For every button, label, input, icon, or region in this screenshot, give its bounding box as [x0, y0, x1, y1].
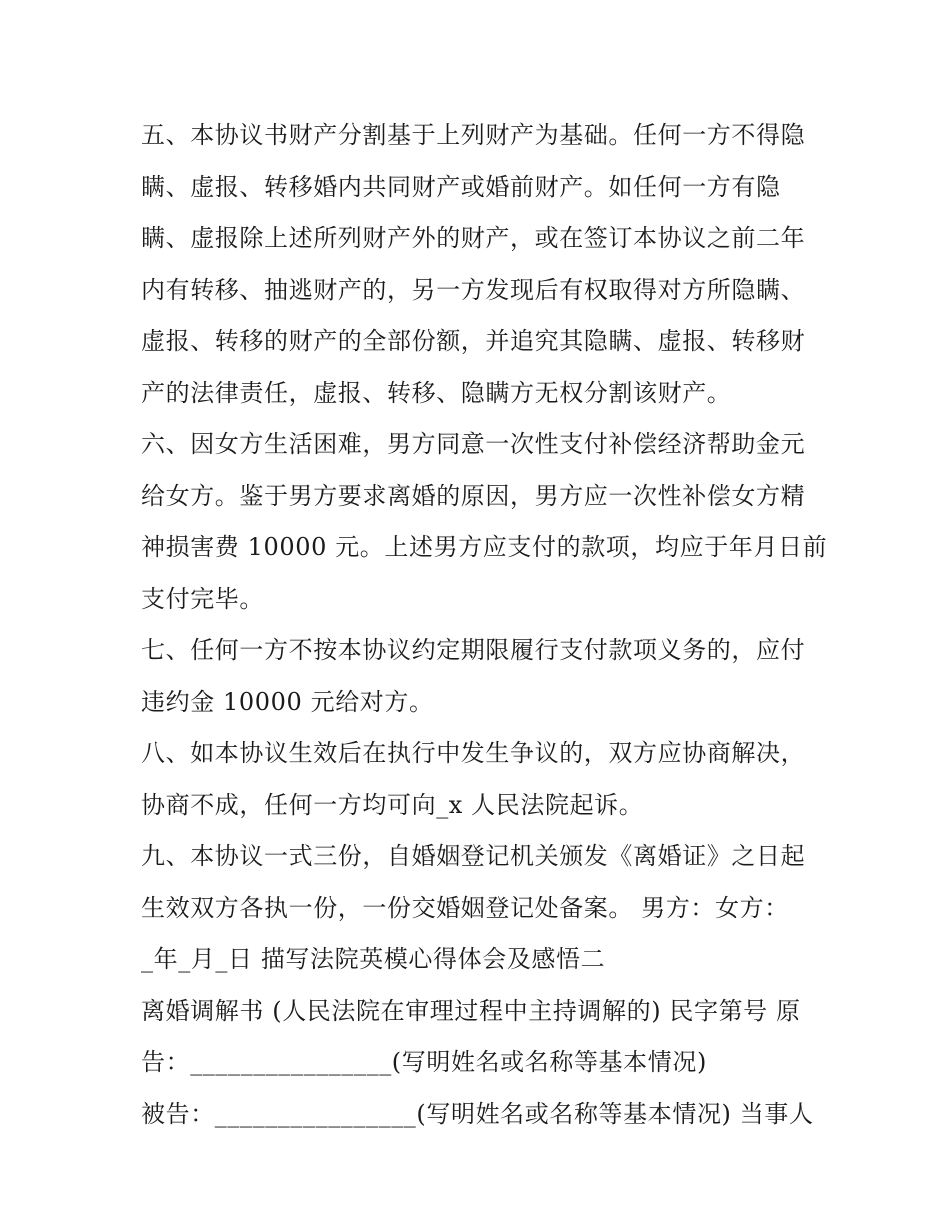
text-line: 支付完毕。: [141, 584, 264, 613]
text-line: 七、任何一方不按本协议约定期限履行支付款项义务的，应付: [141, 636, 806, 664]
text-line: 神损害费 10000 元。上述男方应支付的款项，均应于年月日前: [141, 533, 828, 561]
text-line: 产的法律责任，虚报、转移、隐瞒方无权分割该财产。: [141, 378, 732, 407]
text-line: 六、因女方生活困难，男方同意一次性支付补偿经济帮助金元: [141, 430, 806, 458]
text-line: 违约金 10000 元给对方。: [141, 687, 434, 716]
text-line: 五、本协议书财产分割基于上列财产为基础。任何一方不得隐: [141, 121, 806, 149]
text-line: 告：________________(写明姓名或名称等基本情况): [141, 1048, 707, 1076]
text-line: 八、如本协议生效后在执行中发生争议的，双方应协商解决，: [141, 739, 806, 767]
text-line: 虚报、转移的财产的全部份额，并追究其隐瞒、虚报、转移财: [141, 327, 806, 355]
text-line: 内有转移、抽逃财产的，另一方发现后有权取得对方所隐瞒、: [141, 275, 806, 304]
text-line: 离婚调解书 (人民法院在审理过程中主持调解的) 民字第号 原: [141, 996, 801, 1025]
text-line: 九、本协议一式三份，自婚姻登记机关颁发《离婚证》之日起: [141, 842, 806, 870]
text-line: 协商不成，任何一方均可向_x 人民法院起诉。: [141, 790, 644, 819]
text-line: 瞒、虚报除上述所列财产外的财产，或在签订本协议之前二年: [141, 224, 806, 252]
text-line: 瞒、虚报、转移婚内共同财产或婚前财产。如任何一方有隐: [141, 172, 781, 201]
text-line: 给女方。鉴于男方要求离婚的原因，男方应一次性补偿女方精: [141, 481, 806, 510]
text-line: _年_月_日 描写法院英模心得体会及感悟二: [141, 945, 606, 973]
text-line: 生效双方各执一份，一份交婚姻登记处备案。 男方：女方：: [141, 893, 789, 922]
text-line: 被告：________________(写明姓名或名称等基本情况) 当事人: [141, 1099, 814, 1128]
document-body: [141, 110, 828, 1140]
